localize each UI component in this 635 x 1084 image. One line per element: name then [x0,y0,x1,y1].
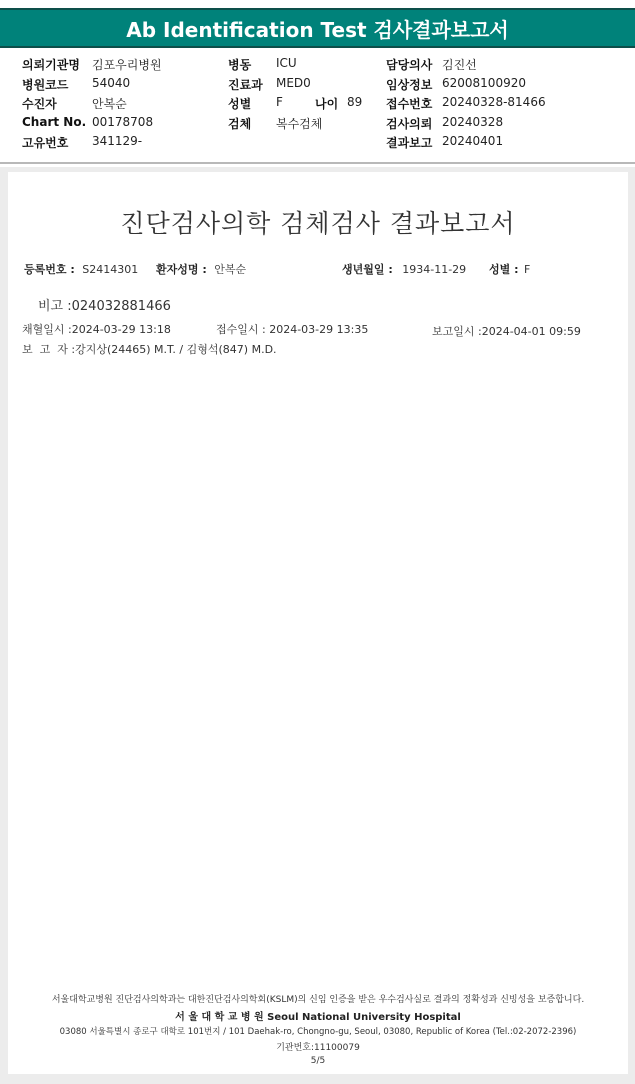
info-value: 00178708 [92,115,154,129]
info-label: 의뢰기관명 [22,58,80,72]
info-institution [22,56,162,73]
field-value: 2024-03-29 13:18 [71,323,171,336]
info-label: 나이 [315,97,339,111]
field-label: 보 고 자 : [22,343,76,356]
field-label: 비고 : [38,299,72,314]
field-label: 채혈일시 : [22,323,72,336]
field-note [38,295,171,314]
field-patient [156,261,246,277]
info-value: 62008100920 [442,76,526,90]
field-value: 1934-11-29 [402,263,467,276]
info-chart-no [22,115,154,129]
field-received [216,321,368,337]
footer-hospital-name: 서 울 대 학 교 병 원 Seoul National University Hospital [175,1012,461,1023]
field-value: 강지상(24465) M.T. / 김형석(847) M.D. [75,343,277,356]
report-header-title: Ab Identification Test 검사결과보고서 [126,17,509,42]
info-receipt-no [386,95,546,112]
info-clinical [386,76,526,93]
field-reg-no [24,261,138,277]
info-value: 김포우리병원 [92,58,162,72]
info-age [315,95,363,112]
info-request-date [386,115,504,132]
info-sex [228,95,283,112]
info-value: 복수검체 [276,117,323,131]
report-header-panel [0,0,635,167]
field-sex [489,261,530,277]
field-label: 성별 : [489,263,519,276]
field-reported [432,323,581,339]
info-value: 54040 [92,76,131,90]
info-patient [22,95,127,112]
info-label: 접수번호 [386,97,433,111]
info-label: 검체 [228,117,252,131]
field-value: 안복순 [214,263,247,276]
info-doctor [386,56,477,73]
info-label: 검사의뢰 [386,117,433,131]
info-value: MED0 [276,76,311,90]
info-value: ICU [276,56,297,70]
field-label: 생년월일 : [342,263,393,276]
field-dob [342,261,466,277]
info-unique-no [22,134,143,151]
footer-institution-no: 기관번호:11100079 [276,1043,360,1053]
field-value: 2024-03-29 13:35 [269,323,369,336]
divider [0,162,635,164]
field-value: S2414301 [82,263,139,276]
info-value: 안복순 [92,97,127,111]
footer-address: 03080 서울특별시 종로구 대학로 101번지 / 101 Daehak-ro, Chongno-gu, Seoul, 03080, Republic of Korea (Tel.:02-2072-2396) [59,1027,577,1037]
field-collected [22,321,171,337]
info-value: 김진선 [442,58,477,72]
info-label: 병동 [228,58,252,72]
field-value: 024032881466 [71,299,171,314]
field-label: 접수일시 : [216,323,266,336]
info-label: 결과보고 [386,136,433,150]
info-report-date [386,134,504,151]
info-value: F [276,95,283,109]
report-page [8,172,628,1074]
field-label: 등록번호 : [24,263,75,276]
info-department [228,76,311,93]
info-specimen [228,115,323,132]
field-value: F [523,263,531,276]
field-label: 환자성명 : [156,263,207,276]
info-value: 20240401 [442,134,504,148]
footer-certification: 서울대학교병원 진단검사의학과는 대한진단검사의학회(KSLM)의 신임 인증을 받은 우수검사실로 결과의 정확성과 신빙성을 보증합니다. [51,995,585,1005]
info-hospital-code [22,76,131,93]
info-label: Chart No. [22,115,87,129]
info-ward [228,56,297,73]
page-number: 5/5 [310,1056,326,1066]
info-value: 341129- [92,134,143,148]
field-reporter [22,341,277,357]
info-label: 임상정보 [386,78,433,92]
field-value: 2024-04-01 09:59 [481,325,581,338]
info-label: 병원코드 [22,78,69,92]
info-label: 고유번호 [22,136,69,150]
field-label: 보고일시 : [432,325,482,338]
info-label: 담당의사 [386,58,433,72]
info-value: 89 [347,95,363,109]
info-label: 성별 [228,97,252,111]
report-title: 진단검사의학 검체검사 결과보고서 [120,209,516,238]
info-value: 20240328 [442,115,504,129]
title-bar [0,8,635,48]
info-label: 수진자 [22,97,57,111]
info-label: 진료과 [228,78,263,92]
info-value: 20240328-81466 [442,95,546,109]
